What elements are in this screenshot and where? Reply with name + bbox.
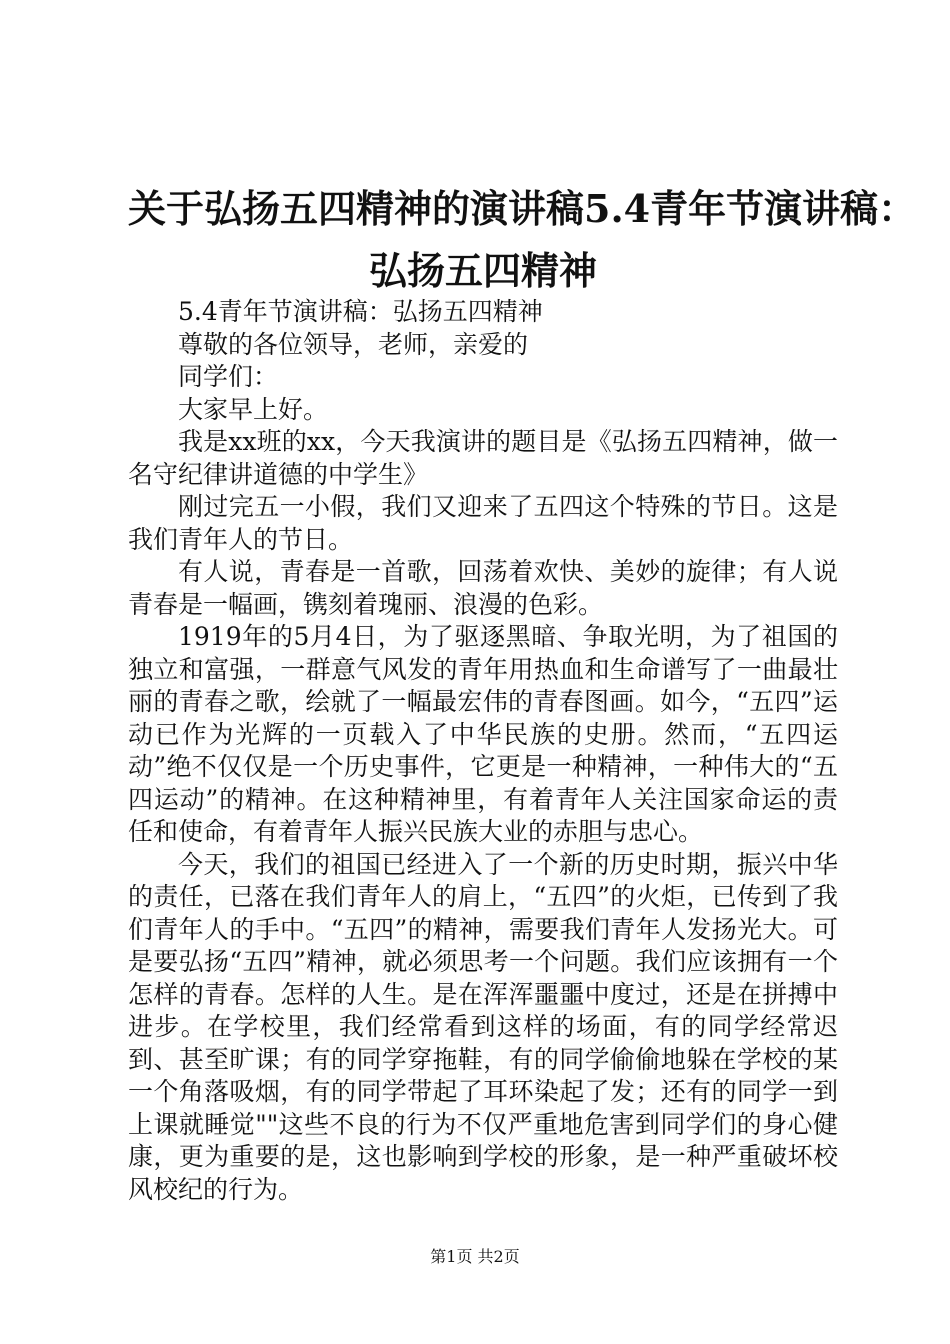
paragraph: 5.4青年节演讲稿：弘扬五四精神: [178, 297, 543, 326]
paragraph: 今天，我们的祖国已经进入了一个新的历史时期，振兴中华的责任，已落在我们青年人的肩上，“五四”的火炬，已传到了我们青年人的手中。“五四”的精神，需要我们青年人发扬光大。可是要弘扬“五四”精神，就必须思考一个问题。我们应该拥有一个怎样的青春。怎样的人生。是在浑浑噩噩中度过，还是在拼搏中进步。在学校里，我们经常看到这样的场面，有的同学经常迟到、甚至旷课；有的同学穿拖鞋，有的同学偷偷地躲在学校的某一个角落吸烟，有的同学带起了耳环染起了发；还有的同学一到上课就睡觉""这些不良的行为不仅严重地危害到同学们的身心健康，更为重要的是，这也影响到学校的形象，是一种严重破坏校风校纪的行为。: [128, 849, 838, 1204]
page-footer: 第1页 共2页: [430, 1247, 520, 1266]
paragraph: 大家早上好。: [178, 394, 329, 424]
document-title-line-1: 关于弘扬五四精神的演讲稿5.4青年节演讲稿：: [128, 186, 917, 231]
document-body: [128, 296, 838, 1206]
paragraph: 1919年的5月4日，为了驱逐黑暗、争取光明，为了祖国的独立和富强，一群意气风发的青年用热血和生命谱写了一曲最壮丽的青春之歌，绘就了一幅最宏伟的青春图画。如今，“五四”运动已作为光辉的一页载入了中华民族的史册。然而，“五四运动”绝不仅仅是一个历史事件，它更是一种精神，一种伟大的“五四运动”的精神。在这种精神里，有着青年人关注国家命运的责任和使命，有着青年人振兴民族大业的赤胆与忠心。: [128, 622, 838, 846]
document-title-line-2: 弘扬五四精神: [368, 248, 597, 293]
paragraph: 刚过完五一小假，我们又迎来了五四这个特殊的节日。这是我们青年人的节日。: [128, 492, 838, 554]
paragraph: 有人说，青春是一首歌，回荡着欢快、美妙的旋律；有人说青春是一幅画，镌刻着瑰丽、浪漫的色彩。: [128, 557, 838, 619]
paragraph: 同学们：: [178, 362, 279, 391]
paragraph: 我是xx班的xx，今天我演讲的题目是《弘扬五四精神，做一名守纪律讲道德的中学生》: [128, 427, 838, 489]
paragraph: 尊敬的各位领导，老师，亲爱的: [178, 329, 529, 359]
